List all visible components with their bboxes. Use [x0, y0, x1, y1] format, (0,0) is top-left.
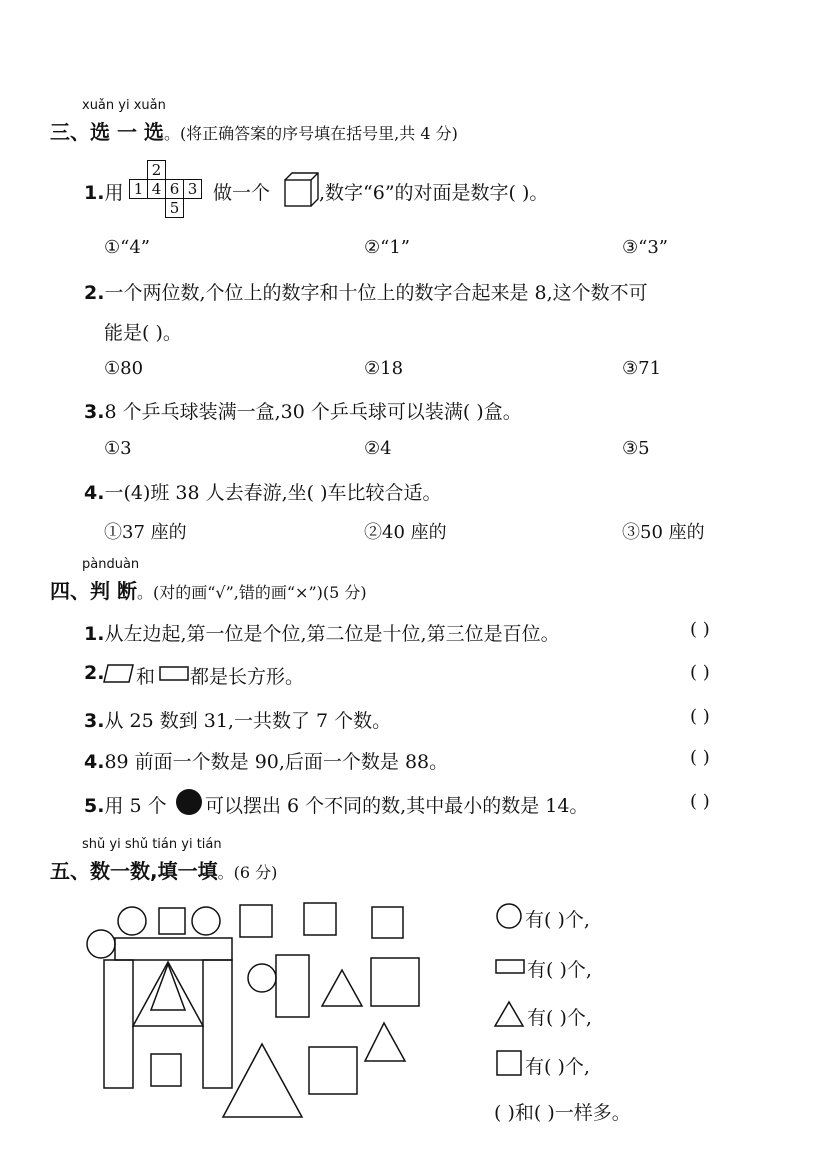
question-number: 4.	[84, 482, 105, 504]
judge-item-3	[84, 706, 391, 733]
question-text: 从 25 数到 31,一共数了 7 个数。	[104, 710, 392, 732]
question-3-3	[84, 397, 522, 424]
answer-paren[interactable]: ( )	[690, 619, 710, 640]
judge-item-1	[84, 619, 560, 646]
judge-item-4	[84, 747, 448, 774]
shape-picture	[87, 903, 419, 1117]
net-cell: 2	[147, 160, 166, 180]
option-c[interactable]: ③5	[622, 438, 650, 459]
circle-icon	[497, 904, 521, 928]
question-number: 5.	[84, 795, 105, 817]
section5-note: 。(6 分)	[217, 863, 278, 882]
fill-square[interactable]: 有( )个,	[525, 1056, 590, 1078]
section3-heading	[50, 116, 458, 145]
answer-paren[interactable]: ( )	[690, 706, 710, 727]
option-b[interactable]: ②40 座的	[364, 522, 447, 543]
question-number: 3.	[84, 710, 105, 732]
option-a[interactable]: ①37 座的	[104, 522, 187, 543]
section3-title: 三、选 一 选	[50, 120, 164, 144]
question-text: 一(4)班 38 人去春游,坐( )车比较合适。	[104, 482, 442, 504]
option-b[interactable]: ②18	[364, 358, 404, 379]
option-a[interactable]: ①80	[104, 358, 144, 379]
section5-title: 五、数一数,填一填	[50, 859, 218, 883]
question-number: 1.	[84, 182, 105, 204]
question-3-4	[84, 478, 442, 505]
cube-icon	[285, 173, 318, 206]
answer-paren[interactable]: ( )	[690, 791, 710, 812]
section4-heading	[50, 575, 367, 604]
section5-pinyin: shǔ yi shǔ tián yi tián	[82, 837, 222, 852]
section3-note: 。(将正确答案的序号填在括号里,共 4 分)	[163, 124, 458, 143]
judge-item-2	[84, 662, 104, 684]
question-text: 和	[136, 666, 156, 688]
question-text: 可以摆出 6 个不同的数,其中最小的数是 14。	[205, 795, 589, 817]
option-c[interactable]: ③50 座的	[622, 522, 705, 543]
question-3-2	[84, 278, 648, 305]
net-cell: 4	[147, 179, 166, 199]
parallelogram-icon	[104, 665, 133, 682]
fill-circle[interactable]: 有( )个,	[525, 909, 590, 931]
section4-pinyin: pànduàn	[82, 557, 140, 572]
question-3-1	[84, 178, 123, 205]
black-circle-icon	[176, 789, 202, 815]
section3-pinyin: xuǎn yi xuǎn	[82, 98, 166, 113]
question-text: 用 5 个	[104, 795, 167, 817]
question-number: 3.	[84, 401, 105, 423]
question-text: 从左边起,第一位是个位,第二位是十位,第三位是百位。	[104, 623, 560, 645]
question-text: ,数字“6”的对面是数字( )。	[319, 182, 549, 204]
option-b[interactable]: ②4	[364, 438, 392, 459]
option-a[interactable]: ①“4”	[104, 237, 150, 258]
section5-heading	[50, 855, 277, 884]
question-number: 2.	[84, 662, 105, 684]
net-cell: 1	[129, 179, 148, 199]
question-text-cont: 能是( )。	[104, 322, 182, 344]
option-c[interactable]: ③71	[622, 358, 662, 379]
fill-triangle[interactable]: 有( )个,	[527, 1007, 592, 1029]
fill-same-count[interactable]: ( )和( )一样多。	[494, 1102, 631, 1124]
triangle-icon	[495, 1002, 523, 1026]
question-text: 89 前面一个数是 90,后面一个数是 88。	[104, 751, 449, 773]
option-c[interactable]: ③“3”	[622, 237, 668, 258]
net-cell: 6	[165, 179, 184, 199]
question-text: 用	[104, 182, 124, 204]
question-text: 一个两位数,个位上的数字和十位上的数字合起来是 8,这个数不可	[104, 282, 648, 304]
section4-note: 。(对的画“√”,错的画“×”)(5 分)	[136, 583, 367, 602]
section4-title: 四、判 断	[50, 579, 137, 603]
question-text: 8 个乒乓球装满一盒,30 个乒乓球可以装满( )盒。	[104, 401, 522, 423]
option-a[interactable]: ①3	[104, 438, 132, 459]
rectangle-icon	[496, 960, 524, 973]
net-cell: 3	[183, 179, 202, 199]
judge-item-5	[84, 791, 167, 818]
option-b[interactable]: ②“1”	[364, 237, 410, 258]
question-number: 1.	[84, 623, 105, 645]
net-cell: 5	[165, 198, 184, 218]
question-number: 2.	[84, 282, 105, 304]
question-text: 做一个	[213, 182, 271, 204]
question-text: 都是长方形。	[190, 666, 305, 688]
square-icon	[497, 1051, 521, 1075]
answer-paren[interactable]: ( )	[690, 662, 710, 683]
fill-rectangle[interactable]: 有( )个,	[527, 959, 592, 981]
answer-paren[interactable]: ( )	[690, 747, 710, 768]
rectangle-icon	[160, 667, 188, 680]
question-number: 4.	[84, 751, 105, 773]
